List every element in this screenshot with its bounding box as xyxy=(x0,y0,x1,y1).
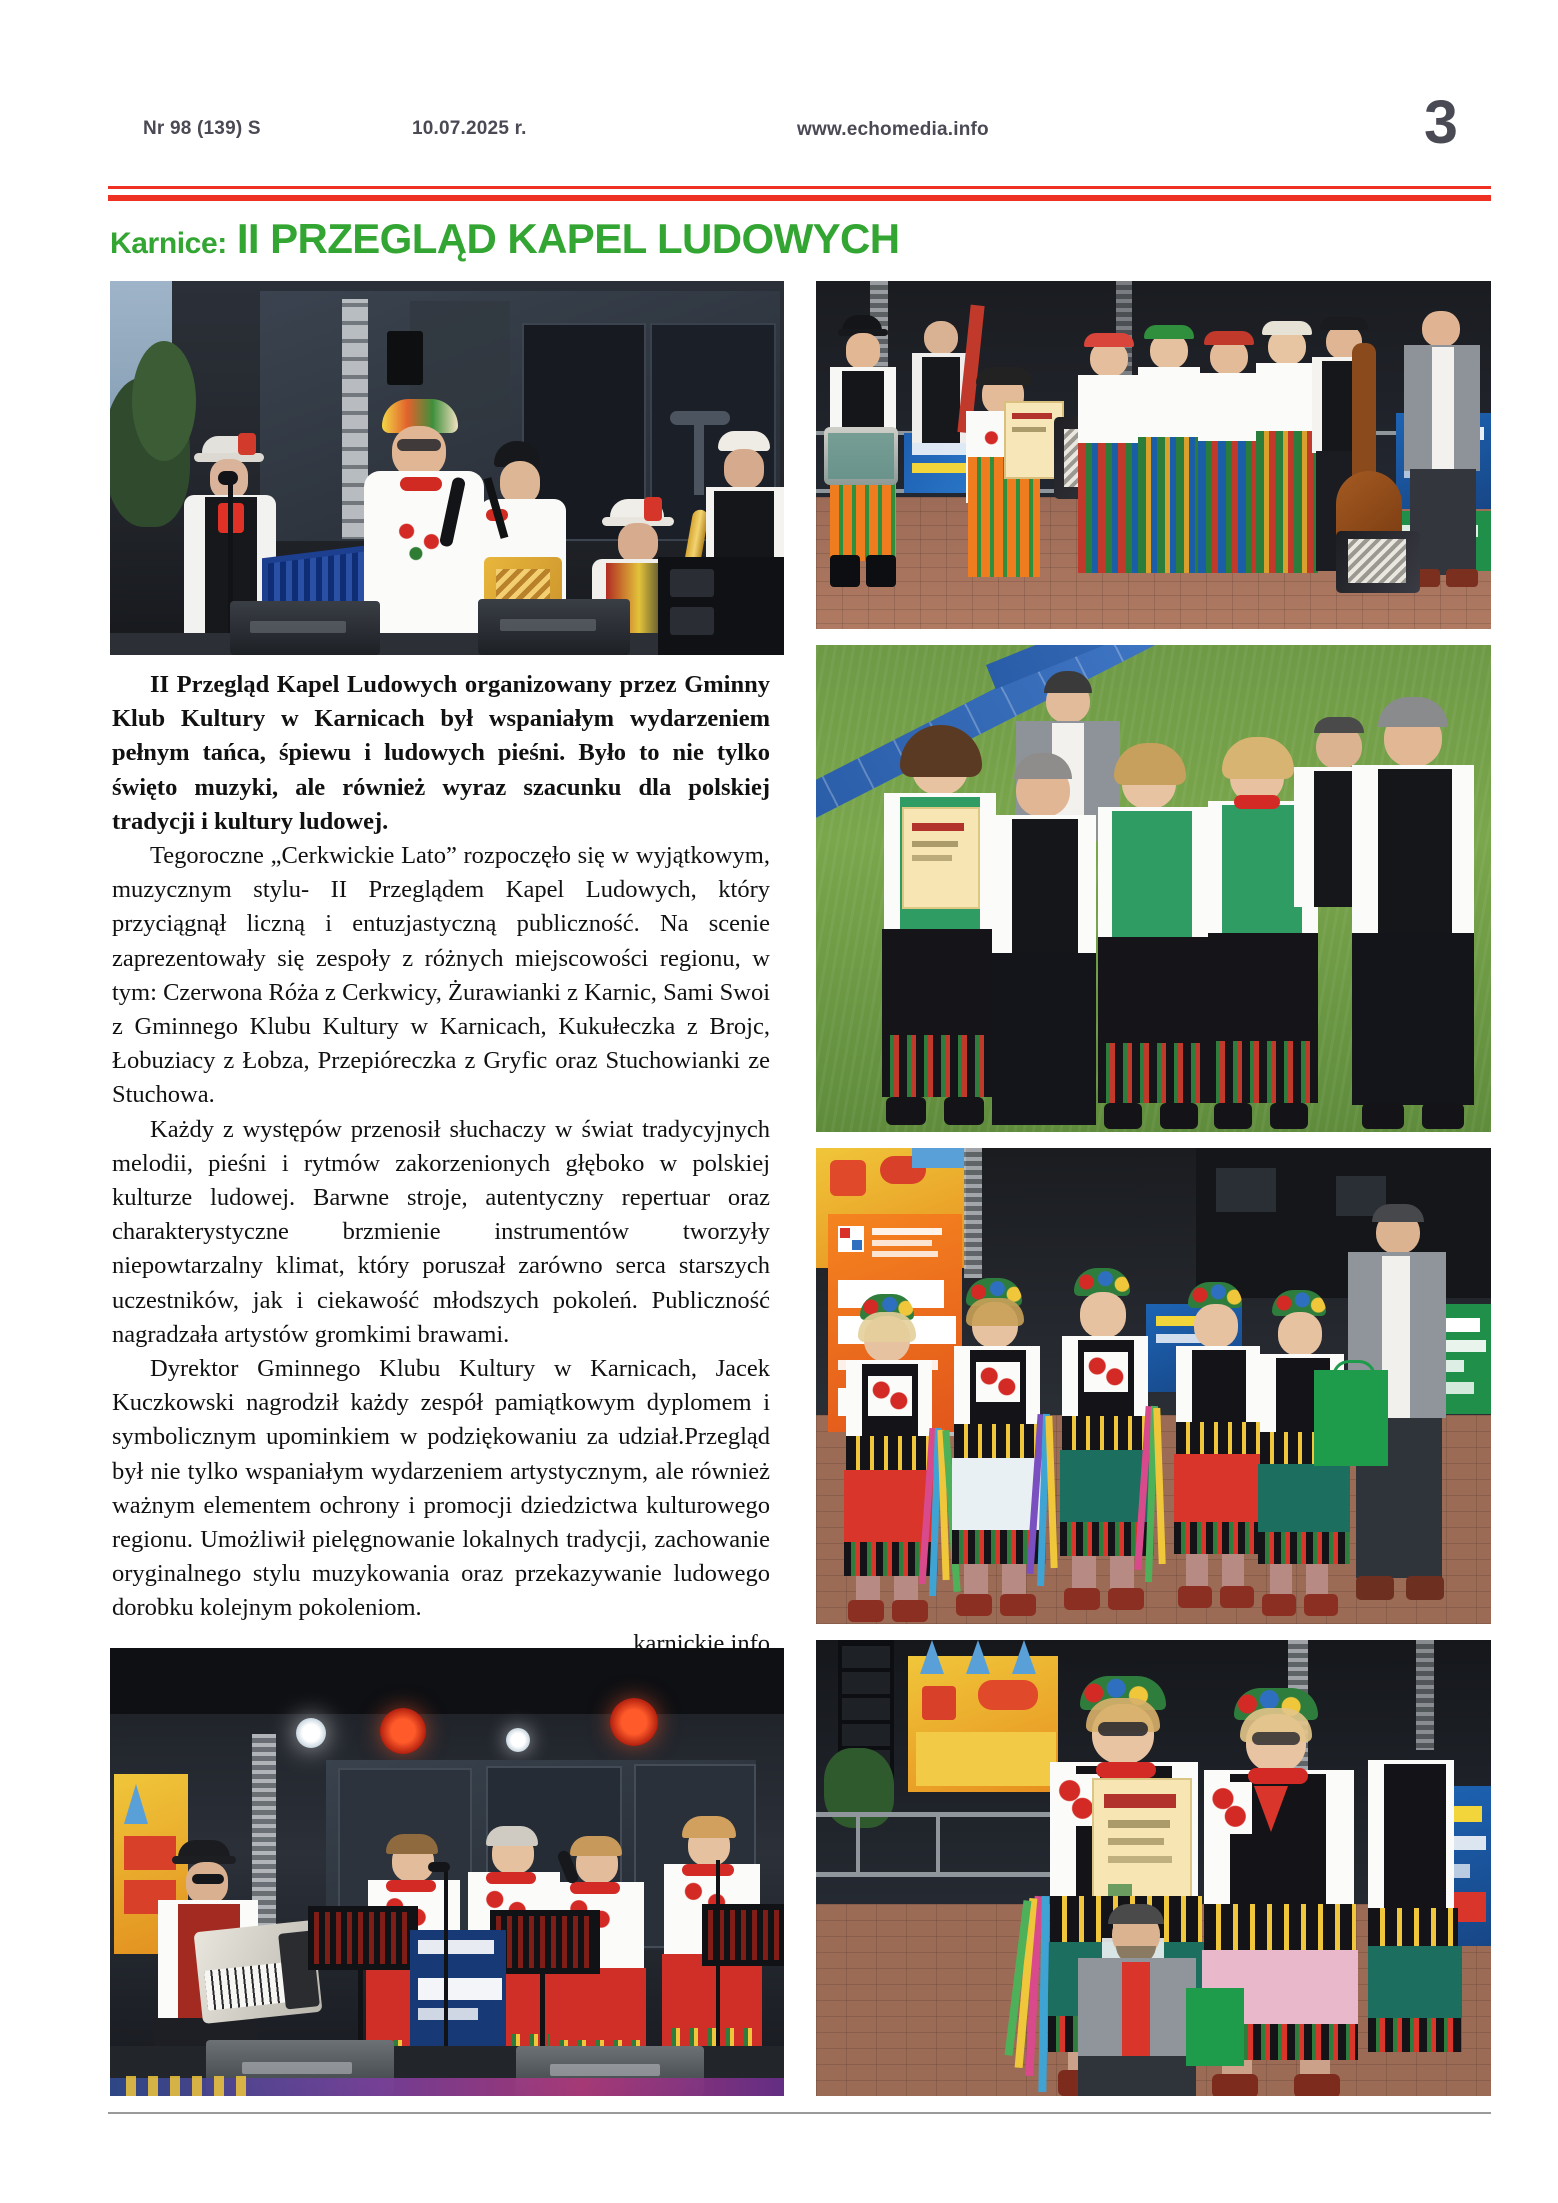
divider-red-thick xyxy=(108,195,1491,201)
photo-stage-band-top-left xyxy=(110,281,784,655)
photo-singers-red-dresses xyxy=(110,1648,784,2096)
page-title xyxy=(110,215,900,263)
headline-kicker: Karnice: xyxy=(110,227,227,260)
article-lead: II Przegląd Kapel Ludowych organizowany przez Gminny Klub Kultury w Karnicach był wspaniałym wydarzeniem pełnym tańca, śpiewu i ludowych pieśni. Było to nie tylko święto muzyki, ale również wyraz szacunku dla polskiej tradycji i kultury ludowej. xyxy=(112,671,770,835)
headline-main: II PRZEGLĄD KAPEL LUDOWYCH xyxy=(236,215,900,262)
article-byline: karnickie.info xyxy=(633,1629,770,1657)
divider-bottom xyxy=(108,2112,1491,2114)
photo-group-grass-award xyxy=(816,645,1491,1132)
masthead xyxy=(0,0,1558,80)
article-paragraph-3: Dyrektor Gminnego Klubu Kultury w Karnicach, Jacek Kuczkowski nagrodził każdy zespół pamiątkowym dyplomem i symbolicznym upominkiem w podziękowaniu za udział.Przegląd był nie tylko wspaniałym wydarzeniem artystycznym, ale również ważnym elementem ochrony i promocji dziedzictwa kulturowego regionu. Umożliwił pielęgnowanie lokalnych tradycji, zachowanie oryginalnego stylu muzykowania oraz przekazywanie ludowego dorobku kolejnym pokoleniom. xyxy=(112,1355,770,1622)
article-paragraph-2: Każdy z występów przenosił słuchaczy w świat tradycyjnych melodii, pieśni i rytmów zakorzenionych głęboko w polskiej kulturze ludowej. Barwne stroje, autentyczny repertuar oraz charakterystyczne brzmienie instrumentów tworzyły niepowtarzalny klimat, który poruszał zarówno serca starszych uczestników, jak i ciekawość młodszych pokoleń. Publiczność nagradzała artystów gromkimi brawami. xyxy=(112,1115,770,1348)
photo-group-stage-top-right xyxy=(816,281,1491,629)
article-paragraph-1: Tegoroczne „Cerkwickie Lato” rozpoczęło się w wyjątkowym, muzycznym stylu- II Przeglądem Kapel Ludowych, który przyciągnął liczną i entuzjastyczną publiczność. Na scenie zaprezentowały się zespoły z różnych miejscowości regionu, w tym: Czerwona Róża z Cerkwicy, Żurawianki z Karnic, Sami Swoi z Gminnego Klubu Kultury w Karnicach, Kukułeczka z Brojc, Łobuziacy z Łobza, Przepióreczka z Gryfic oraz Stuchowianki ze Stuchowa. xyxy=(112,842,770,1109)
photo-dancers-ribbons xyxy=(816,1148,1491,1624)
publication-date: 10.07.2025 r. xyxy=(412,118,527,139)
website-url: www.echomedia.info xyxy=(797,119,989,140)
divider-red-thin xyxy=(108,186,1491,189)
issue-number: Nr 98 (139) S xyxy=(143,118,261,139)
photo-zurawianki-diploma xyxy=(816,1640,1491,2096)
article-column xyxy=(112,668,770,1658)
page-number: 3 xyxy=(1424,88,1458,156)
